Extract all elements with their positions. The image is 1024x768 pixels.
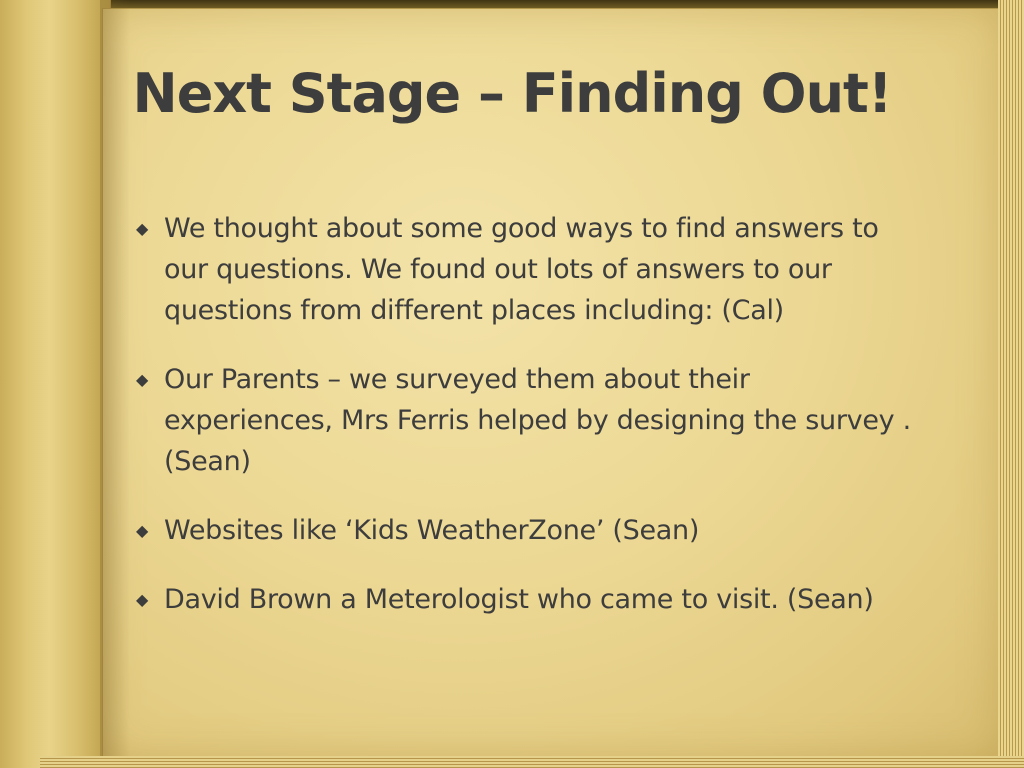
bullet-text: We thought about some good ways to find answers to our questions. We found out lots of answers to our questions from different places including: (Cal) (164, 213, 879, 326)
bullet-text: David Brown a Meterologist who came to visit. (Sean) (164, 584, 874, 615)
bullet-text: Websites like ‘Kids WeatherZone’ (Sean) (164, 515, 700, 546)
slide-title: Next Stage – Finding Out! (132, 62, 892, 125)
book-top-edge (0, 0, 1024, 8)
bullet-item (136, 579, 926, 620)
diamond-bullet-icon: ◆ (136, 370, 149, 389)
bullet-text: Our Parents – we surveyed them about their experiences, Mrs Ferris helped by designing the survey .(Sean) (164, 364, 911, 477)
diamond-bullet-icon: ◆ (136, 590, 149, 609)
diamond-bullet-icon: ◆ (136, 521, 149, 540)
diamond-bullet-icon: ◆ (136, 219, 149, 238)
bullet-item (136, 208, 926, 331)
bullet-list (136, 208, 926, 648)
bullet-item (136, 359, 926, 482)
bullet-item (136, 510, 926, 551)
page-stack-bottom (40, 756, 1024, 768)
